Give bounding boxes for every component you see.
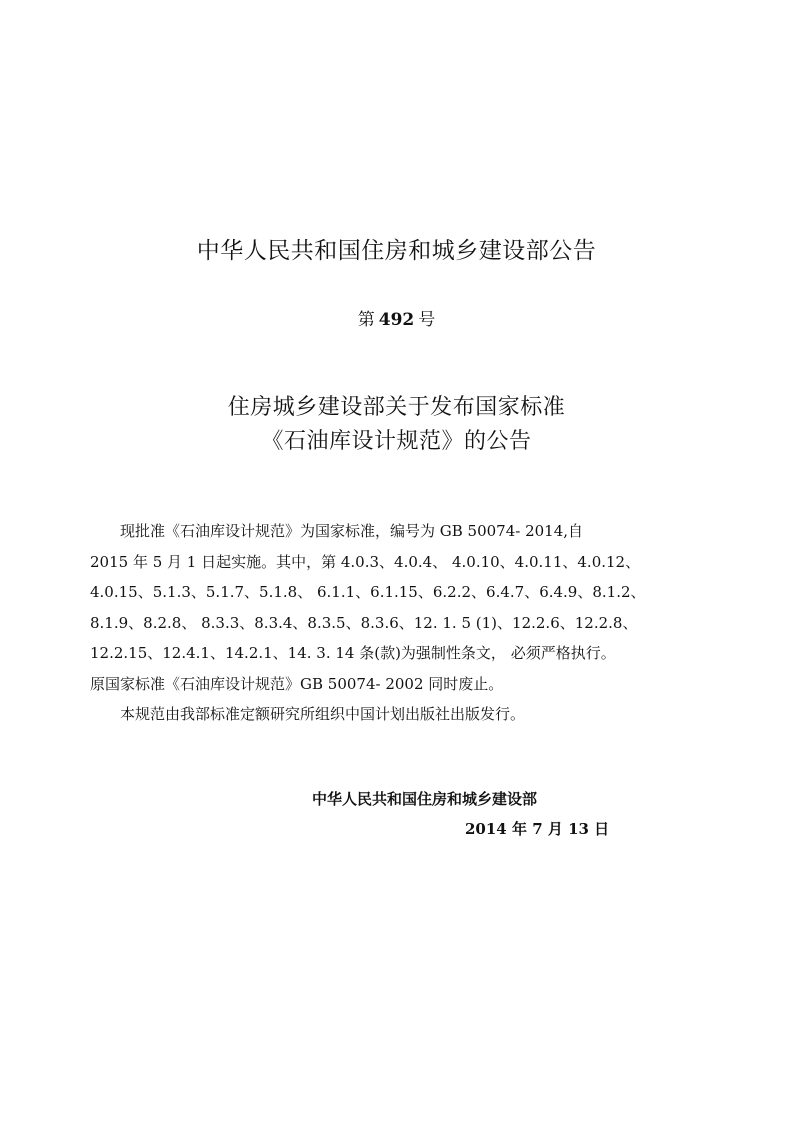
body-line: 2015 年 5 月 1 日起实施。其中，第 4.0.3、4.0.4、 4.0.10、4.0.11、4.0.12、 [90, 552, 641, 571]
body-line: 本规范由我部标准定额研究所组织中国计划出版社出版发行。 [120, 705, 526, 723]
body-line: 12.2.15、12.4.1、14.2.1、14. 3. 14 条(款)为强制性条文， 必须严格执行。 [90, 644, 616, 662]
subtitle-line-1: 住房城乡建设部关于发布国家标准 [227, 395, 566, 420]
body-line: 现批准《石油库设计规范》为国家标准，编号为 GB 50074- 2014,自 [120, 522, 584, 540]
body-line: 8.1.9、8.2.8、 8.3.3、8.3.4、8.3.5、8.3.6、12. 1. 5 (1)、12.2.6、12.2.8、 [90, 613, 638, 632]
signature-organization: 中华人民共和国住房和城乡建设部 [312, 790, 538, 808]
announcement-number-prefix: 第 [357, 310, 375, 330]
signature-date: 2014 年 7 月 13 日 [465, 820, 610, 838]
announcement-body [90, 516, 680, 730]
subtitle-line-2: 《石油库设计规范》的公告 [261, 429, 532, 454]
announcement-number-value: 492 [378, 310, 415, 330]
ministry-announcement-title: 中华人民共和国住房和城乡建设部公告 [196, 238, 597, 264]
announcement-number [0, 308, 793, 332]
body-line: 原国家标准《石油库设计规范》GB 50074- 2002 同时废止。 [90, 674, 504, 693]
announcement-number-suffix: 号 [418, 310, 436, 330]
body-line: 4.0.15、5.1.3、5.1.7、5.1.8、 6.1.1、6.1.15、6.2.2、6.4.7、6.4.9、8.1.2、 [90, 583, 646, 601]
